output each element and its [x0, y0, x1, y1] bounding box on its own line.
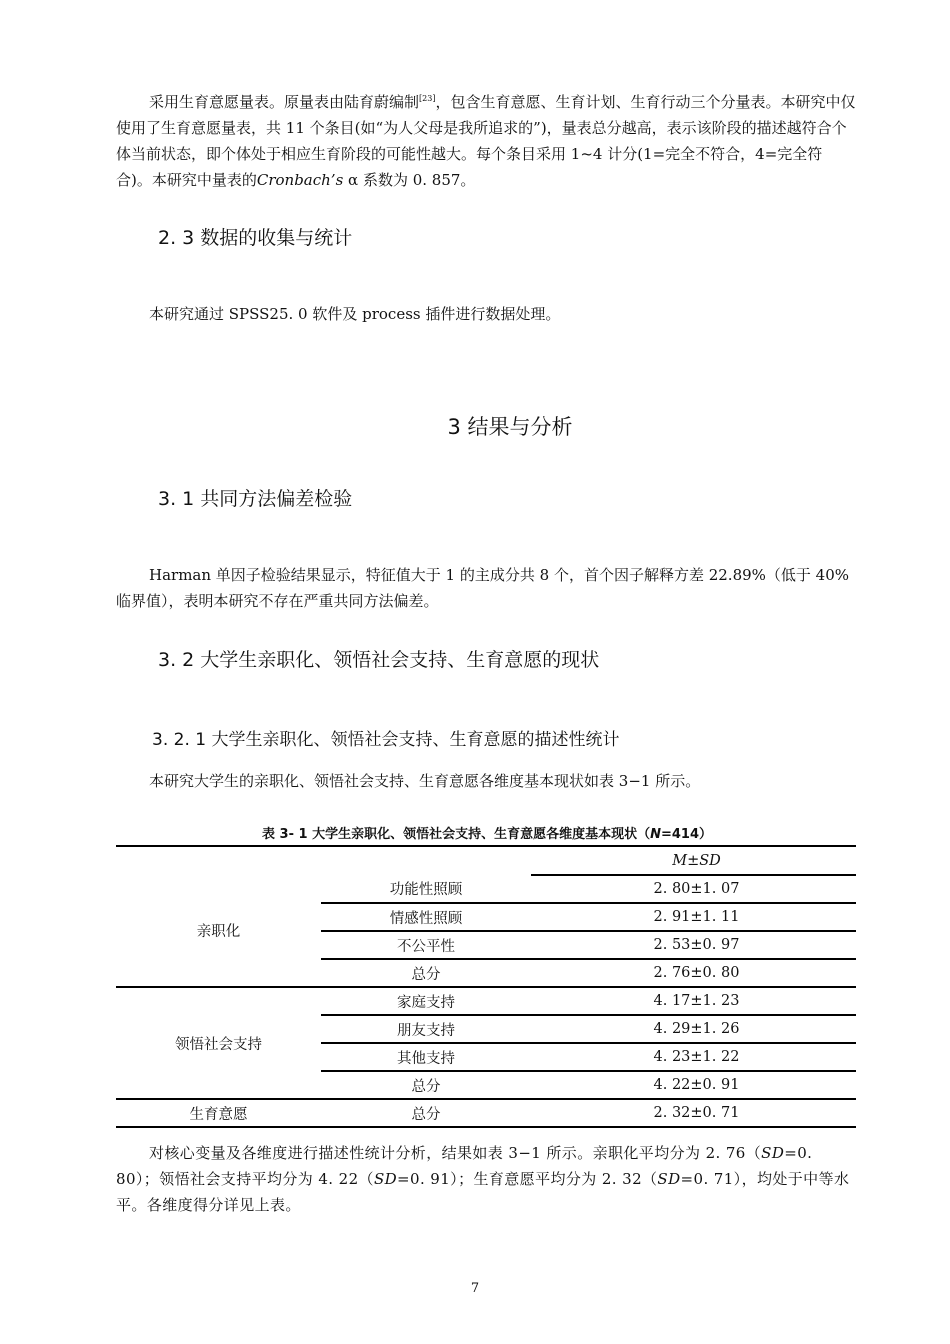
result-paragraph: 对核心变量及各维度进行描述性统计分析，结果如表 3−1 所示。亲职化平均分为 2. 76（SD=0. 80）；领悟社会支持平均分为 4. 22（SD=0. 91）；生育意愿平均分为 2. 32（SD=0. 71），均处于中等水平。各维度得分详见上表。 [116, 1144, 850, 1214]
group-label-social-support: 领悟社会支持 [116, 987, 321, 1099]
table-row: 不公平性 2. 53±0. 97 [116, 931, 856, 959]
page-number: 7 [470, 1281, 480, 1296]
table-row: 情感性照顾 2. 91±1. 11 [116, 903, 856, 931]
spss-paragraph: 本研究通过 SPSS25. 0 软件及 process 插件进行数据处理。 [149, 305, 561, 323]
table-intro-paragraph: 本研究大学生的亲职化、领悟社会支持、生育意愿各维度基本现状如表 3−1 所示。 [149, 772, 701, 790]
table-row: 生育意愿 总分 2. 32±0. 71 [116, 1099, 856, 1127]
table-row: 总分 2. 76±0. 80 [411, 965, 740, 983]
table-row: 领悟社会支持 家庭支持 4. 17±1. 23 [116, 987, 856, 1015]
table-header-row [116, 846, 856, 875]
heading-3-1: 3. 1 共同方法偏差检验 [158, 488, 353, 510]
citation: [23] [419, 94, 436, 103]
heading-2-3: 2. 3 数据的收集与统计 [158, 227, 353, 249]
table-row: 亲职化 功能性照顾 2. 80±1. 07 [116, 875, 856, 903]
scale-paragraph: 采用生育意愿量表。原量表由陆育蔚编制[23]，包含生育意愿、生育计划、生育行动三个分量表。本研究中仅使用了生育意愿量表，共 11 个条目(如“为人父母是我所追求的”)，量表总分越高，表示该阶段的描述越符合个体当前状态，即个体处于相应生育阶段的可能性越大。每个条目采用 1~4 计分(1=完全不符合，4=完全符合)。本研究中量表的Cronbach’s α 系数为 0. 857。 [116, 93, 856, 189]
heading-3: 3 结果与分析 [447, 415, 573, 439]
harman-paragraph: Harman 单因子检验结果显示，特征值大于 1 的主成分共 8 个，首个因子解释方差 22.89%（低于 40%临界值），表明本研究不存在严重共同方法偏差。 [116, 566, 850, 610]
cronbach-term: Cronbach’s [256, 171, 344, 189]
table-row: 其他支持 4. 23±1. 22 [116, 1043, 856, 1071]
table-row: 总分 4. 22±0. 91 [411, 1077, 740, 1095]
group-label-fertility-intention: 生育意愿 [116, 1099, 321, 1127]
header-m-sd: M±SD [531, 846, 856, 875]
table-row: 朋友支持 4. 29±1. 26 [116, 1015, 856, 1043]
table-caption: 表 3- 1 大学生亲职化、领悟社会支持、生育意愿各维度基本现状（N=414） [262, 827, 712, 842]
stats-table [116, 845, 856, 1128]
heading-3-2-1: 3. 2. 1 大学生亲职化、领悟社会支持、生育意愿的描述性统计 [152, 730, 620, 750]
heading-3-2: 3. 2 大学生亲职化、领悟社会支持、生育意愿的现状 [158, 649, 600, 671]
group-label-parentification: 亲职化 [196, 924, 241, 940]
